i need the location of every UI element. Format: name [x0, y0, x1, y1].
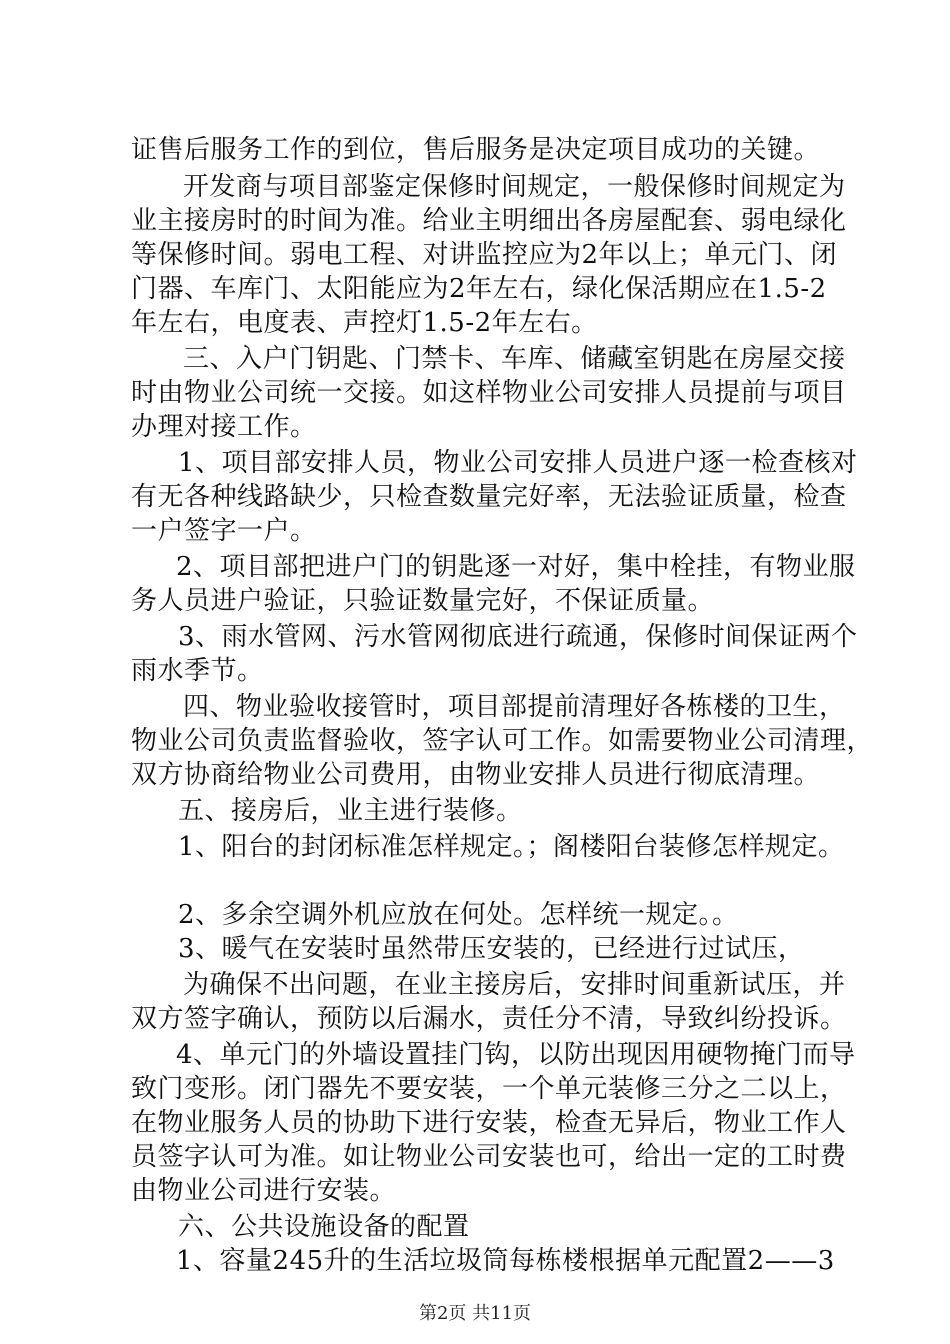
text-line: 2、多余空调外机应放在何处。怎样统一规定。。: [178, 900, 739, 930]
text-line: 2、项目部把进户门的钥匙逐一对好，集中栓挂，有物业服: [176, 552, 856, 582]
text-line: 四、物业验收接管时，项目部提前清理好各栋楼的卫生，: [183, 692, 846, 722]
text-line: 员签字认可为准。如让物业公司安装也可，给出一定的工时费: [131, 1142, 847, 1172]
text-line: 证售后服务工作的到位，售后服务是决定项目成功的关键。: [131, 135, 821, 165]
text-line: 1、阳台的封闭标准怎样规定。；阁楼阳台装修怎样规定。: [178, 832, 845, 862]
text-line: 三、入户门钥匙、门禁卡、车库、储藏室钥匙在房屋交接: [183, 344, 846, 374]
text-line: 年左右，电度表、声控灯1.5-2年左右。: [131, 308, 598, 338]
text-line: 等保修时间。弱电工程、对讲监控应为2年以上；单元门、闭: [131, 240, 838, 270]
text-line: 由物业公司进行安装。: [131, 1176, 397, 1206]
text-line: 时由物业公司统一交接。如这样物业公司安排人员提前与项目: [131, 378, 847, 408]
text-line: 雨水季节。: [131, 656, 264, 686]
text-line: 物业公司负责监督验收，签字认可工作。如需要物业公司清理，: [131, 726, 874, 756]
text-line: 致门变形。闭门器先不要安装，一个单元装修三分之二以上，: [131, 1074, 847, 1104]
text-line: 一户签字一户。: [131, 516, 317, 546]
text-line: 五、接房后，业主进行装修。: [178, 796, 523, 826]
text-line: 为确保不出问题，在业主接房后，安排时间重新试压，并: [183, 970, 846, 1000]
text-line: 1、项目部安排人员，物业公司安排人员进户逐一检查核对: [178, 448, 858, 478]
text-line: 3、雨水管网、污水管网彻底进行疏通，保修时间保证两个: [178, 622, 858, 652]
text-line: 4、单元门的外墙设置挂门钩，以防出现因用硬物掩门而导: [176, 1040, 856, 1070]
text-line: 1、容量245升的生活垃圾筒每栋楼根据单元配置2——3: [176, 1246, 835, 1276]
text-line: 务人员进户验证，只验证数量完好，不保证质量。: [131, 586, 715, 616]
text-line: 六、公共设施设备的配置: [178, 1212, 470, 1242]
text-line: 双方协商给物业公司费用，由物业安排人员进行彻底清理。: [131, 760, 821, 790]
text-line: 开发商与项目部鉴定保修时间规定，一般保修时间规定为: [183, 172, 846, 202]
text-line: 在物业服务人员的协助下进行安装，检查无异后，物业工作人: [131, 1108, 847, 1138]
text-line: 3、暖气在安装时虽然带压安装的，已经进行过试压，: [178, 934, 805, 964]
page-footer: 第2页 共11页: [418, 1303, 532, 1324]
text-line: 业主接房时的时间为准。给业主明细出各房屋配套、弱电绿化: [131, 206, 847, 236]
text-line: 双方签字确认，预防以后漏水，责任分不清，导致纠纷投诉。: [131, 1004, 847, 1034]
text-line: 办理对接工作。: [131, 412, 317, 442]
text-line: 有无各种线路缺少，只检查数量完好率，无法验证质量，检查: [131, 482, 847, 512]
text-line: 门器、车库门、太阳能应为2年左右，绿化保活期应在1.5-2: [131, 274, 827, 304]
